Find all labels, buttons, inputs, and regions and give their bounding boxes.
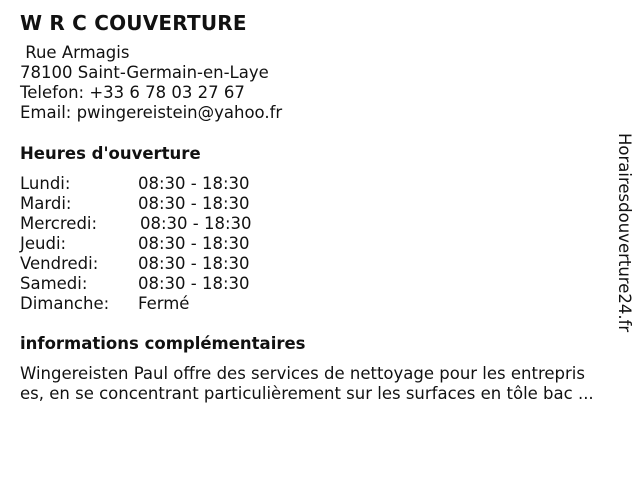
time-value: 08:30 - 18:30 [138,234,250,253]
phone-number: Telefon: +33 6 78 03 27 67 [20,83,245,102]
info-line: Wingereisten Paul offre des services de nettoyage pour les entrepris [20,364,585,383]
time-value: 08:30 - 18:30 [138,174,250,193]
day-label: Dimanche: [20,294,110,313]
email-address: Email: pwingereistein@yahoo.fr [20,103,283,122]
time-value: 08:30 - 18:30 [138,194,250,213]
day-label: Samedi: [20,274,88,293]
day-label: Mercredi: [20,214,98,233]
info-heading: informations complémentaires [20,334,306,353]
time-value: 08:30 - 18:30 [138,254,250,273]
contact-block [20,43,282,123]
street-address: Rue Armagis [20,43,130,62]
watermark-text: Horairesdouverture24.fr [615,133,634,333]
day-label: Vendredi: [20,254,99,273]
info-line: es, en se concentrant particulièrement sur les surfaces en tôle bac ... [20,384,594,403]
time-value: 08:30 - 18:30 [138,274,250,293]
time-value: Fermé [138,294,190,313]
day-label: Lundi: [20,174,71,193]
hours-heading: Heures d'ouverture [20,144,201,163]
day-label: Mardi: [20,194,72,213]
day-label: Jeudi: [20,234,67,253]
time-value: 08:30 - 18:30 [140,214,252,233]
site-watermark [611,133,637,347]
info-description [20,364,620,404]
city-postcode: 78100 Saint-Germain-en-Laye [20,63,269,82]
business-name: W R C COUVERTURE [20,11,247,35]
